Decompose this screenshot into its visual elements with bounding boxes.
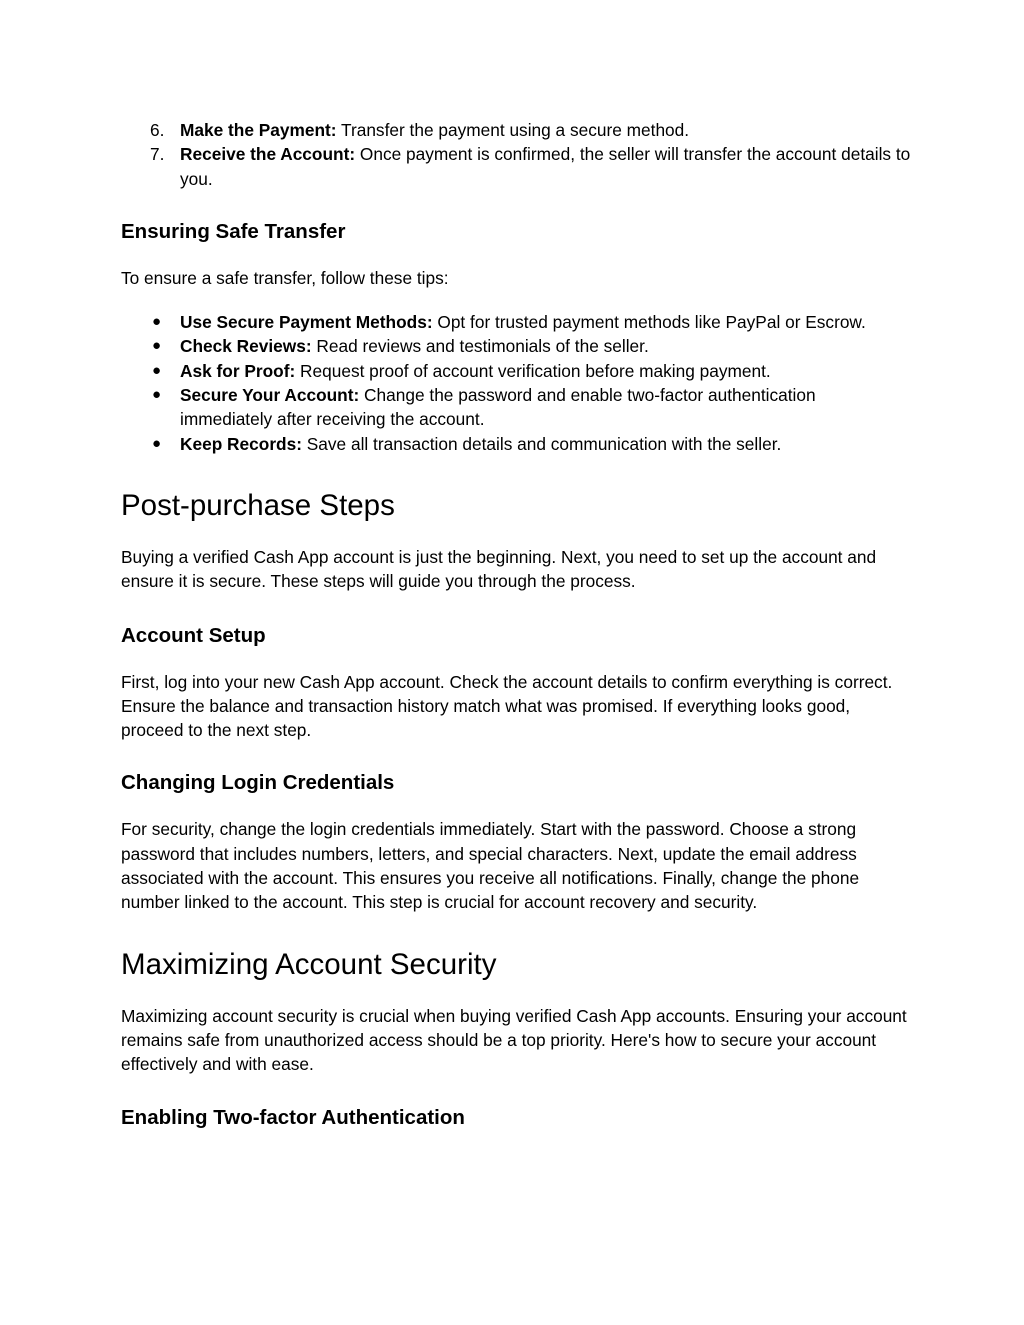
purchase-steps-list	[121, 118, 911, 191]
list-item	[121, 310, 911, 334]
bullet-icon: ●	[152, 434, 162, 452]
list-item	[121, 142, 911, 191]
maximizing-security-paragraph: Maximizing account security is crucial when buying verified Cash App accounts. Ensuring your account remains safe from unauthorized access should be a top priority. Here's how to secure your account effectively and with ease.	[121, 1005, 907, 1075]
bullet-icon: ●	[152, 361, 162, 379]
list-item-text: Transfer the payment using a secure method.	[336, 120, 690, 140]
list-item-label: Secure Your Account:	[180, 385, 360, 406]
section-heading-post-purchase: Post-purchase Steps	[121, 488, 395, 522]
section-heading-two-factor: Enabling Two-factor Authentication	[121, 1105, 465, 1129]
bullet-icon: ●	[152, 313, 162, 331]
list-item-text: Save all transaction details and communication with the seller.	[301, 433, 782, 454]
list-number: 7.	[150, 144, 165, 165]
list-item-text: Opt for trusted payment methods like PayPal or Escrow.	[432, 312, 866, 333]
list-item-text: Once payment is confirmed, the seller will transfer the account details to you.	[180, 144, 911, 189]
list-item	[121, 359, 911, 383]
section-heading-account-setup: Account Setup	[121, 623, 266, 647]
list-item-text: Read reviews and testimonials of the seller.	[311, 336, 649, 357]
changing-credentials-paragraph: For security, change the login credentials immediately. Start with the password. Choose a strong password that includes numbers, letters, and special characters. Next, update the email address associated with the account. This ensures you receive all notifications. Finally, change the phone number linked to the account. This step is crucial for account recovery and security.	[121, 819, 860, 913]
account-setup-paragraph: First, log into your new Cash App account. Check the account details to confirm everything is correct. Ensure the balance and transaction history match what was promised. If everything looks good, proceed to the next step.	[121, 671, 893, 741]
list-item-text: Request proof of account verification before making payment.	[295, 360, 771, 381]
list-item-label: Use Secure Payment Methods:	[180, 312, 433, 333]
list-item	[121, 432, 911, 456]
section-heading-changing-credentials: Changing Login Credentials	[121, 771, 395, 795]
bullet-icon: ●	[152, 337, 162, 355]
list-item	[121, 118, 911, 142]
safe-transfer-intro: To ensure a safe transfer, follow these tips:	[121, 267, 449, 288]
list-item-label: Receive the Account:	[180, 144, 356, 165]
section-heading-maximizing-security: Maximizing Account Security	[121, 947, 497, 981]
list-item-label: Ask for Proof:	[180, 360, 296, 381]
post-purchase-paragraph: Buying a verified Cash App account is just the beginning. Next, you need to set up the account and ensure it is secure. These steps will guide you through the process.	[121, 546, 877, 592]
list-item	[121, 334, 911, 358]
list-item-label: Keep Records:	[180, 433, 302, 454]
list-item-label: Check Reviews:	[180, 336, 312, 357]
list-item-label: Make the Payment:	[180, 120, 337, 140]
safe-transfer-tips-list	[121, 310, 911, 456]
document-page	[121, 118, 911, 1131]
list-item	[121, 383, 911, 432]
list-item-text: Change the password and enable two-factor authentication immediately after receiving the account.	[180, 385, 816, 430]
bullet-icon: ●	[152, 386, 162, 404]
section-heading-safe-transfer: Ensuring Safe Transfer	[121, 219, 346, 243]
list-number: 6.	[150, 120, 165, 140]
